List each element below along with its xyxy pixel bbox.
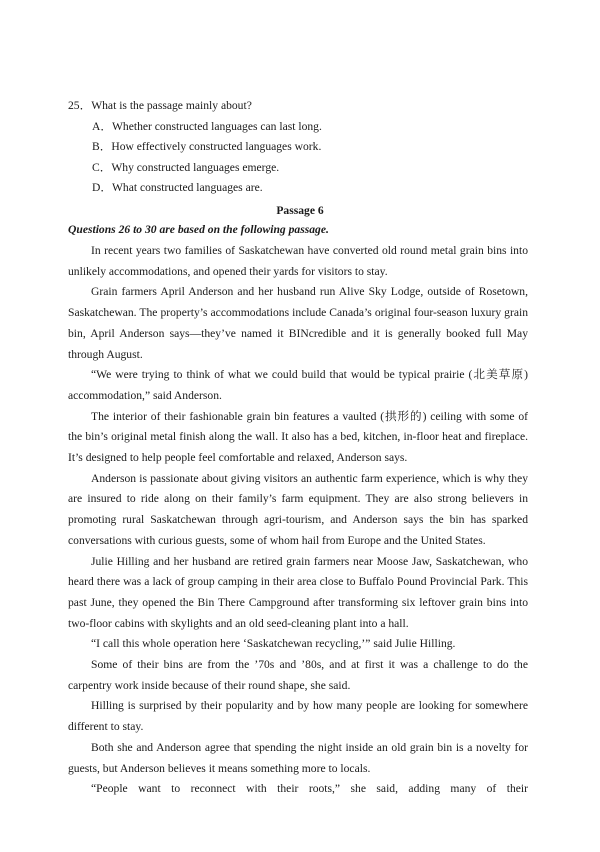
paragraph: “I call this whole operation here ‘Saskatchewan recycling,’” said Julie Hilling. <box>91 637 456 651</box>
question-25 <box>68 96 322 199</box>
option-d: D．What constructed languages are. <box>92 181 263 194</box>
passage-title: Passage 6 <box>276 204 324 217</box>
option-c: C．Why constructed languages emerge. <box>92 160 280 174</box>
question-stem: 25．What is the passage mainly about? <box>68 99 252 112</box>
passage-body <box>68 241 528 800</box>
paragraph: The interior of their fashionable grain bin features a vaulted (拱形的) ceiling with some of the bin’s original metal finish along the wall. It also has a bed, kitchen, in-floor heat and fireplace. It’s designed to help people feel comfortable and relaxed, Anderson says. <box>68 409 528 465</box>
paragraph: Hilling is surprised by their popularity and by how many people are looking for somewhere different to stay. <box>68 699 528 734</box>
paragraph: Both she and Anderson agree that spending the night inside an old grain bin is a novelty for guests, but Anderson believes it means something more to locals. <box>68 740 528 775</box>
paragraph: Anderson is passionate about giving visitors an authentic farm experience, which is why they are insured to ride along on their family’s farm equipment. They are also strong believers in promoting rural Saskatchewan through agri-tourism, and Anderson says the bin has sparked conversations with curious guests, some of whom hail from Europe and the United States. <box>68 471 528 547</box>
paragraph: Grain farmers April Anderson and her husband run Alive Sky Lodge, outside of Rosetown, Saskatchewan. The property’s accommodations include Canada’s original four-season luxury grain bin, April Anderson says—they’ve named it BINcredible and it is generally booked full May through August. <box>68 285 528 361</box>
paragraph: “People want to reconnect with their roots,” she said, adding many of their <box>91 782 528 796</box>
paragraph: Some of their bins are from the ’70s and ’80s, and at first it was a challenge to do the carpentry work inside because of their round shape, she said. <box>68 658 528 692</box>
paragraph: Julie Hilling and her husband are retired grain farmers near Moose Jaw, Saskatchewan, who heard there was a lack of group camping in their area close to Buffalo Pound Provincial Park. This past June, they opened the Bin There Campground after transforming six leftover grain bins into two-floor cabins with skylights and an old seed-cleaning plant into a hall. <box>68 554 528 630</box>
passage-instructions: Questions 26 to 30 are based on the following passage. <box>68 223 329 236</box>
option-a: A．Whether constructed languages can last long. <box>92 119 322 133</box>
paragraph: In recent years two families of Saskatchewan have converted old round metal grain bins into unlikely accommodations, and opened their yards for visitors to stay. <box>68 244 528 278</box>
option-b: B．How effectively constructed languages work. <box>92 140 322 153</box>
paragraph: “We were trying to think of what we could build that would be typical prairie (北美草原) accommodation,” said Anderson. <box>68 368 528 402</box>
